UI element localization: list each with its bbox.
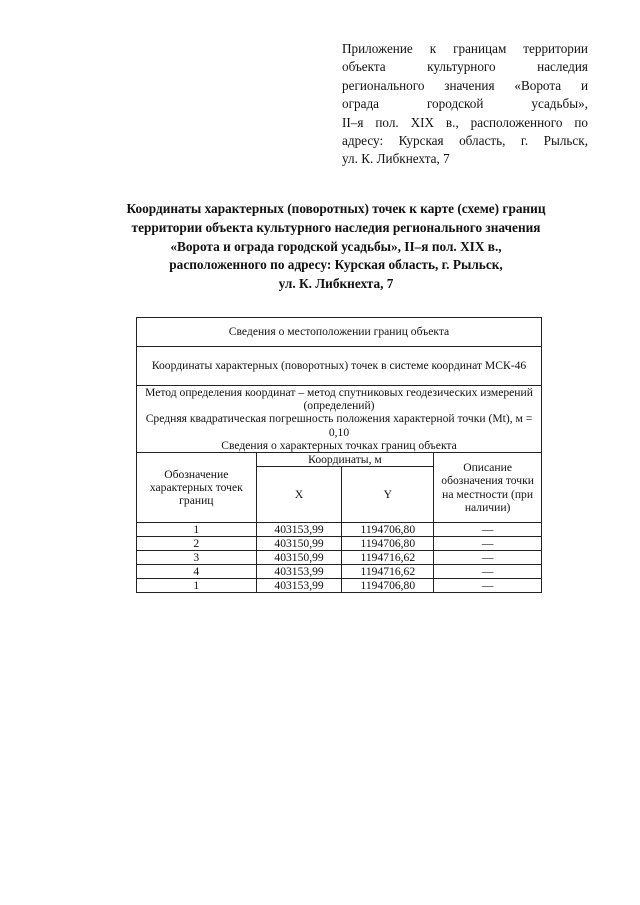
point-cell: 1 xyxy=(137,523,257,537)
title-line: территории объекта культурного наследия регионального значения xyxy=(131,219,541,235)
col-y-header: Y xyxy=(342,467,434,523)
point-cell: 1 xyxy=(137,579,257,593)
y-cell: 1194716,62 xyxy=(342,565,434,579)
table-row xyxy=(137,579,542,593)
y-cell: 1194706,80 xyxy=(342,579,434,593)
title-line: Координаты характерных (поворотных) точек к карте (схеме) границ xyxy=(126,201,546,216)
title-line: «Ворота и ограда городской усадьбы», II–я пол. XIX в., xyxy=(170,238,502,254)
desc-cell: — xyxy=(434,537,542,551)
title-line: ул. К. Либкнехта, 7 xyxy=(278,276,394,292)
appendix-note-line: объекта культурного наследия xyxy=(342,59,588,75)
appendix-note-line: регионального значения «Ворота и xyxy=(342,77,588,93)
coordinates-table xyxy=(136,317,542,593)
method-info xyxy=(137,386,542,453)
x-cell: 403153,99 xyxy=(256,523,342,537)
col-point-header: Обозначение характерных точек границ xyxy=(137,453,257,523)
accuracy-line: Средняя квадратическая погрешность положения характерной точки (Mt), м = 0,10 xyxy=(145,412,533,439)
points-header: Сведения о характерных точках границ объекта xyxy=(221,438,457,452)
desc-cell: — xyxy=(434,523,542,537)
title-line: расположенного по адресу: Курская область, г. Рыльск, xyxy=(169,257,503,273)
coordinate-system: Координаты характерных (поворотных) точек в системе координат МСК-46 xyxy=(137,347,542,386)
table-row xyxy=(137,523,542,537)
x-cell: 403153,99 xyxy=(256,565,342,579)
y-cell: 1194716,62 xyxy=(342,551,434,565)
y-cell: 1194706,80 xyxy=(342,537,434,551)
location-header: Сведения о местоположении границ объекта xyxy=(137,318,542,347)
x-cell: 403150,99 xyxy=(256,537,342,551)
appendix-note-line: ограда городской усадьбы», xyxy=(342,96,588,112)
table-row xyxy=(137,565,542,579)
desc-cell: — xyxy=(434,551,542,565)
appendix-note xyxy=(342,40,588,169)
document-title xyxy=(86,200,586,294)
appendix-note-line: II–я пол. XIX в., расположенного по xyxy=(342,114,588,130)
desc-cell: — xyxy=(434,579,542,593)
x-cell: 403153,99 xyxy=(256,579,342,593)
col-x-header: X xyxy=(256,467,342,523)
appendix-note-line: Приложение к границам территории xyxy=(342,41,588,56)
appendix-note-line: ул. К. Либкнехта, 7 xyxy=(342,151,450,167)
y-cell: 1194706,80 xyxy=(342,523,434,537)
method-line: Метод определения координат – метод спутниковых геодезических измерений (определений) xyxy=(145,386,533,413)
table-row xyxy=(137,551,542,565)
desc-cell: — xyxy=(434,565,542,579)
appendix-note-line: адресу: Курская область, г. Рыльск, xyxy=(342,133,588,149)
point-cell: 4 xyxy=(137,565,257,579)
x-cell: 403150,99 xyxy=(256,551,342,565)
point-cell: 2 xyxy=(137,537,257,551)
point-cell: 3 xyxy=(137,551,257,565)
col-desc-header: Описание обозначения точки на местности (при наличии) xyxy=(434,453,542,523)
col-coords-header: Координаты, м xyxy=(256,453,434,467)
table-row xyxy=(137,537,542,551)
